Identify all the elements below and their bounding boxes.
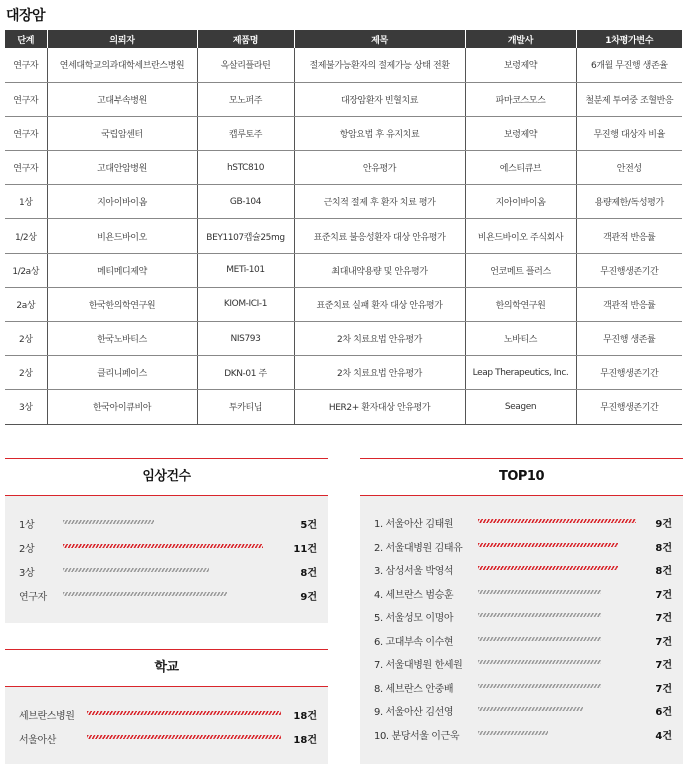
school-label: 서울아산 (19, 735, 57, 746)
table-cell: hSTC810 (197, 151, 294, 185)
top10-title: TOP10 (360, 459, 683, 496)
trial_count-value: 11건 (293, 544, 317, 555)
column-header: 제품명 (197, 30, 294, 48)
table-cell: KIOM-ICI-1 (197, 287, 294, 321)
school-row (5, 726, 328, 750)
table-cell: 절제불가능환자의 절제가능 상태 전환 (294, 48, 465, 82)
table-cell: 노바티스 (465, 322, 576, 356)
trial_count-value: 8건 (300, 568, 317, 579)
trial_count-label: 1상 (19, 520, 35, 531)
top10-value: 7건 (655, 683, 672, 695)
table-cell: 1/2a상 (5, 253, 47, 287)
table-header-row (5, 30, 682, 48)
top10-row (360, 581, 683, 605)
top10-value: 8건 (655, 542, 672, 554)
table-cell: 1/2상 (5, 219, 47, 253)
top10-bar (478, 543, 618, 547)
table-cell: 메티메디제약 (47, 253, 197, 287)
trial_count-bar (63, 544, 263, 548)
top10-value: 7건 (655, 636, 672, 648)
trial_count-label: 연구자 (19, 592, 47, 603)
column-header: 1차평가변수 (576, 30, 682, 48)
table-cell: 2상 (5, 356, 47, 390)
top10-label: 3. 삼성서울 박영석 (374, 566, 454, 577)
table-cell: 최대내약용량 및 안유평가 (294, 253, 465, 287)
school-label: 세브란스병원 (19, 711, 75, 722)
top10-row (360, 698, 683, 722)
school-bar (87, 735, 281, 739)
table-cell: 안전성 (576, 151, 682, 185)
top10-label: 7. 서울대병원 한세원 (374, 660, 463, 671)
top10-bar (478, 707, 583, 711)
trial-count-title: 임상건수 (5, 459, 328, 496)
table-cell: 보령제약 (465, 48, 576, 82)
column-header: 단계 (5, 30, 47, 48)
table-cell: 국립암센터 (47, 116, 197, 150)
table-row (5, 219, 682, 253)
table-cell: 2차 치료요법 안유평가 (294, 322, 465, 356)
top10-bar (478, 613, 601, 617)
table-body (5, 48, 682, 424)
top10-label: 8. 세브란스 안중배 (374, 683, 454, 695)
table-cell: 객관적 반응률 (576, 287, 682, 321)
table-cell: 한국노바티스 (47, 322, 197, 356)
top10-value: 7건 (655, 613, 672, 624)
trial-count-panel (5, 458, 328, 623)
trial_count-value: 5건 (300, 520, 317, 531)
table-cell: 연구자 (5, 116, 47, 150)
trial_count-label: 2상 (19, 544, 35, 555)
table-cell: 비욘드바이오 주식회사 (465, 219, 576, 253)
table-row (5, 82, 682, 116)
table-cell: 연구자 (5, 151, 47, 185)
trial_count-label: 3상 (19, 568, 35, 579)
table-cell: 객관적 반응률 (576, 219, 682, 253)
table-cell: 무진행생존기간 (576, 390, 682, 424)
top10-row (360, 534, 683, 558)
table-cell: 2a상 (5, 287, 47, 321)
top10-row (360, 675, 683, 699)
school-title: 학교 (5, 650, 328, 687)
table-cell: 고대부속병원 (47, 82, 197, 116)
top10-bar (478, 684, 601, 688)
table-cell: 철분제 투여중 조혈반응 (576, 82, 682, 116)
top10-label: 9. 서울아산 김선영 (374, 707, 454, 718)
school-row (5, 702, 328, 726)
table-cell: 무진행 대상자 비율 (576, 116, 682, 150)
table-cell: 근치적 절제 후 환자 치료 평가 (294, 185, 465, 219)
top10-row (360, 557, 683, 581)
table-cell: 한국아이큐비아 (47, 390, 197, 424)
table-row (5, 185, 682, 219)
table-cell: 비욘드바이오 (47, 219, 197, 253)
table-cell: 지아이바이옴 (465, 185, 576, 219)
page-title: 대장암 (6, 8, 46, 24)
school-value: 18건 (293, 711, 317, 722)
school-value: 18건 (293, 735, 317, 746)
top10-label: 6. 고대부속 이수현 (374, 636, 454, 648)
table-cell: 한의학연구원 (465, 287, 576, 321)
top10-row (360, 628, 683, 652)
table-cell: 무진행생존기간 (576, 253, 682, 287)
table-cell: 3상 (5, 390, 47, 424)
table-cell: 무진행생존기간 (576, 356, 682, 390)
table-cell: 연구자 (5, 48, 47, 82)
top10-row (360, 651, 683, 675)
table-cell: 무진행 생존률 (576, 322, 682, 356)
table-cell: BEY1107캡슐25mg (197, 219, 294, 253)
table-cell: 캡루토주 (197, 116, 294, 150)
top10-value: 8건 (655, 566, 672, 577)
school-panel (5, 649, 328, 764)
top10-row (360, 510, 683, 534)
top10-value: 7건 (655, 589, 672, 601)
table-row (5, 151, 682, 185)
table-cell: 연세대학교의과대학세브란스병원 (47, 48, 197, 82)
table-cell: METi-101 (197, 253, 294, 287)
column-header: 의뢰자 (47, 30, 197, 48)
table-cell: 안유평가 (294, 151, 465, 185)
top10-bar (478, 731, 548, 735)
top10-value: 9건 (655, 519, 672, 530)
top10-panel (360, 458, 683, 764)
top10-label: 4. 세브란스 범승훈 (374, 589, 454, 601)
top10-value: 6건 (655, 707, 672, 718)
table-cell: Seagen (465, 390, 576, 424)
table-cell: 옥살리플라틴 (197, 48, 294, 82)
table-cell: 보령제약 (465, 116, 576, 150)
clinical-trials-table (5, 30, 682, 425)
table-row (5, 253, 682, 287)
table-cell: 언코메트 플러스 (465, 253, 576, 287)
top10-row (360, 604, 683, 628)
table-cell: HER2+ 환자대상 안유평가 (294, 390, 465, 424)
table-row (5, 116, 682, 150)
table-cell: 파마코스모스 (465, 82, 576, 116)
table-cell: 연구자 (5, 82, 47, 116)
trial_count-bar (63, 592, 227, 596)
table-cell: 항암요법 후 유지치료 (294, 116, 465, 150)
table-cell: NIS793 (197, 322, 294, 356)
table-cell: 고대안암병원 (47, 151, 197, 185)
table-cell: 투카티닙 (197, 390, 294, 424)
trial_count-row (5, 559, 328, 583)
school-bar (87, 711, 281, 715)
top10-bar (478, 637, 601, 641)
table-row (5, 356, 682, 390)
column-header: 개발사 (465, 30, 576, 48)
table-cell: 6개월 무진행 생존율 (576, 48, 682, 82)
top10-bar (478, 590, 601, 594)
top10-row (360, 722, 683, 746)
table-cell: 지아이바이옴 (47, 185, 197, 219)
table-cell: Leap Therapeutics, Inc. (465, 356, 576, 390)
top10-bar (478, 660, 601, 664)
top10-label: 5. 서울성모 이명아 (374, 613, 454, 624)
table-cell: 표준치료 실패 환자 대상 안유평가 (294, 287, 465, 321)
table-cell: 1상 (5, 185, 47, 219)
trial_count-row (5, 583, 328, 607)
table-cell: 에스티큐브 (465, 151, 576, 185)
table-cell: 클리니페이스 (47, 356, 197, 390)
table-cell: 모노퍼주 (197, 82, 294, 116)
table-row (5, 390, 682, 424)
table-cell: DKN-01 주 (197, 356, 294, 390)
table-cell: GB-104 (197, 185, 294, 219)
table-row (5, 48, 682, 82)
top10-label: 2. 서울대병원 김태유 (374, 542, 463, 554)
top10-bar (478, 566, 618, 570)
trial_count-bar (63, 568, 209, 572)
top10-value: 7건 (655, 660, 672, 671)
top10-label: 10. 분당서울 이근욱 (374, 730, 460, 742)
top10-label: 1. 서울아산 김태원 (374, 519, 454, 530)
table-cell: 대장암환자 빈혈치료 (294, 82, 465, 116)
table-row (5, 287, 682, 321)
trial_count-bar (63, 520, 154, 524)
table-cell: 한국한의학연구원 (47, 287, 197, 321)
top10-value: 4건 (655, 730, 672, 742)
trial_count-value: 9건 (300, 592, 317, 603)
column-header: 제목 (294, 30, 465, 48)
trial_count-row (5, 535, 328, 559)
trial_count-row (5, 511, 328, 535)
table-row (5, 322, 682, 356)
top10-bar (478, 519, 636, 523)
table-cell: 2상 (5, 322, 47, 356)
table-cell: 용량제한/독성평가 (576, 185, 682, 219)
table-cell: 표준치료 불응성환자 대상 안유평가 (294, 219, 465, 253)
table-cell: 2차 치료요법 안유평가 (294, 356, 465, 390)
